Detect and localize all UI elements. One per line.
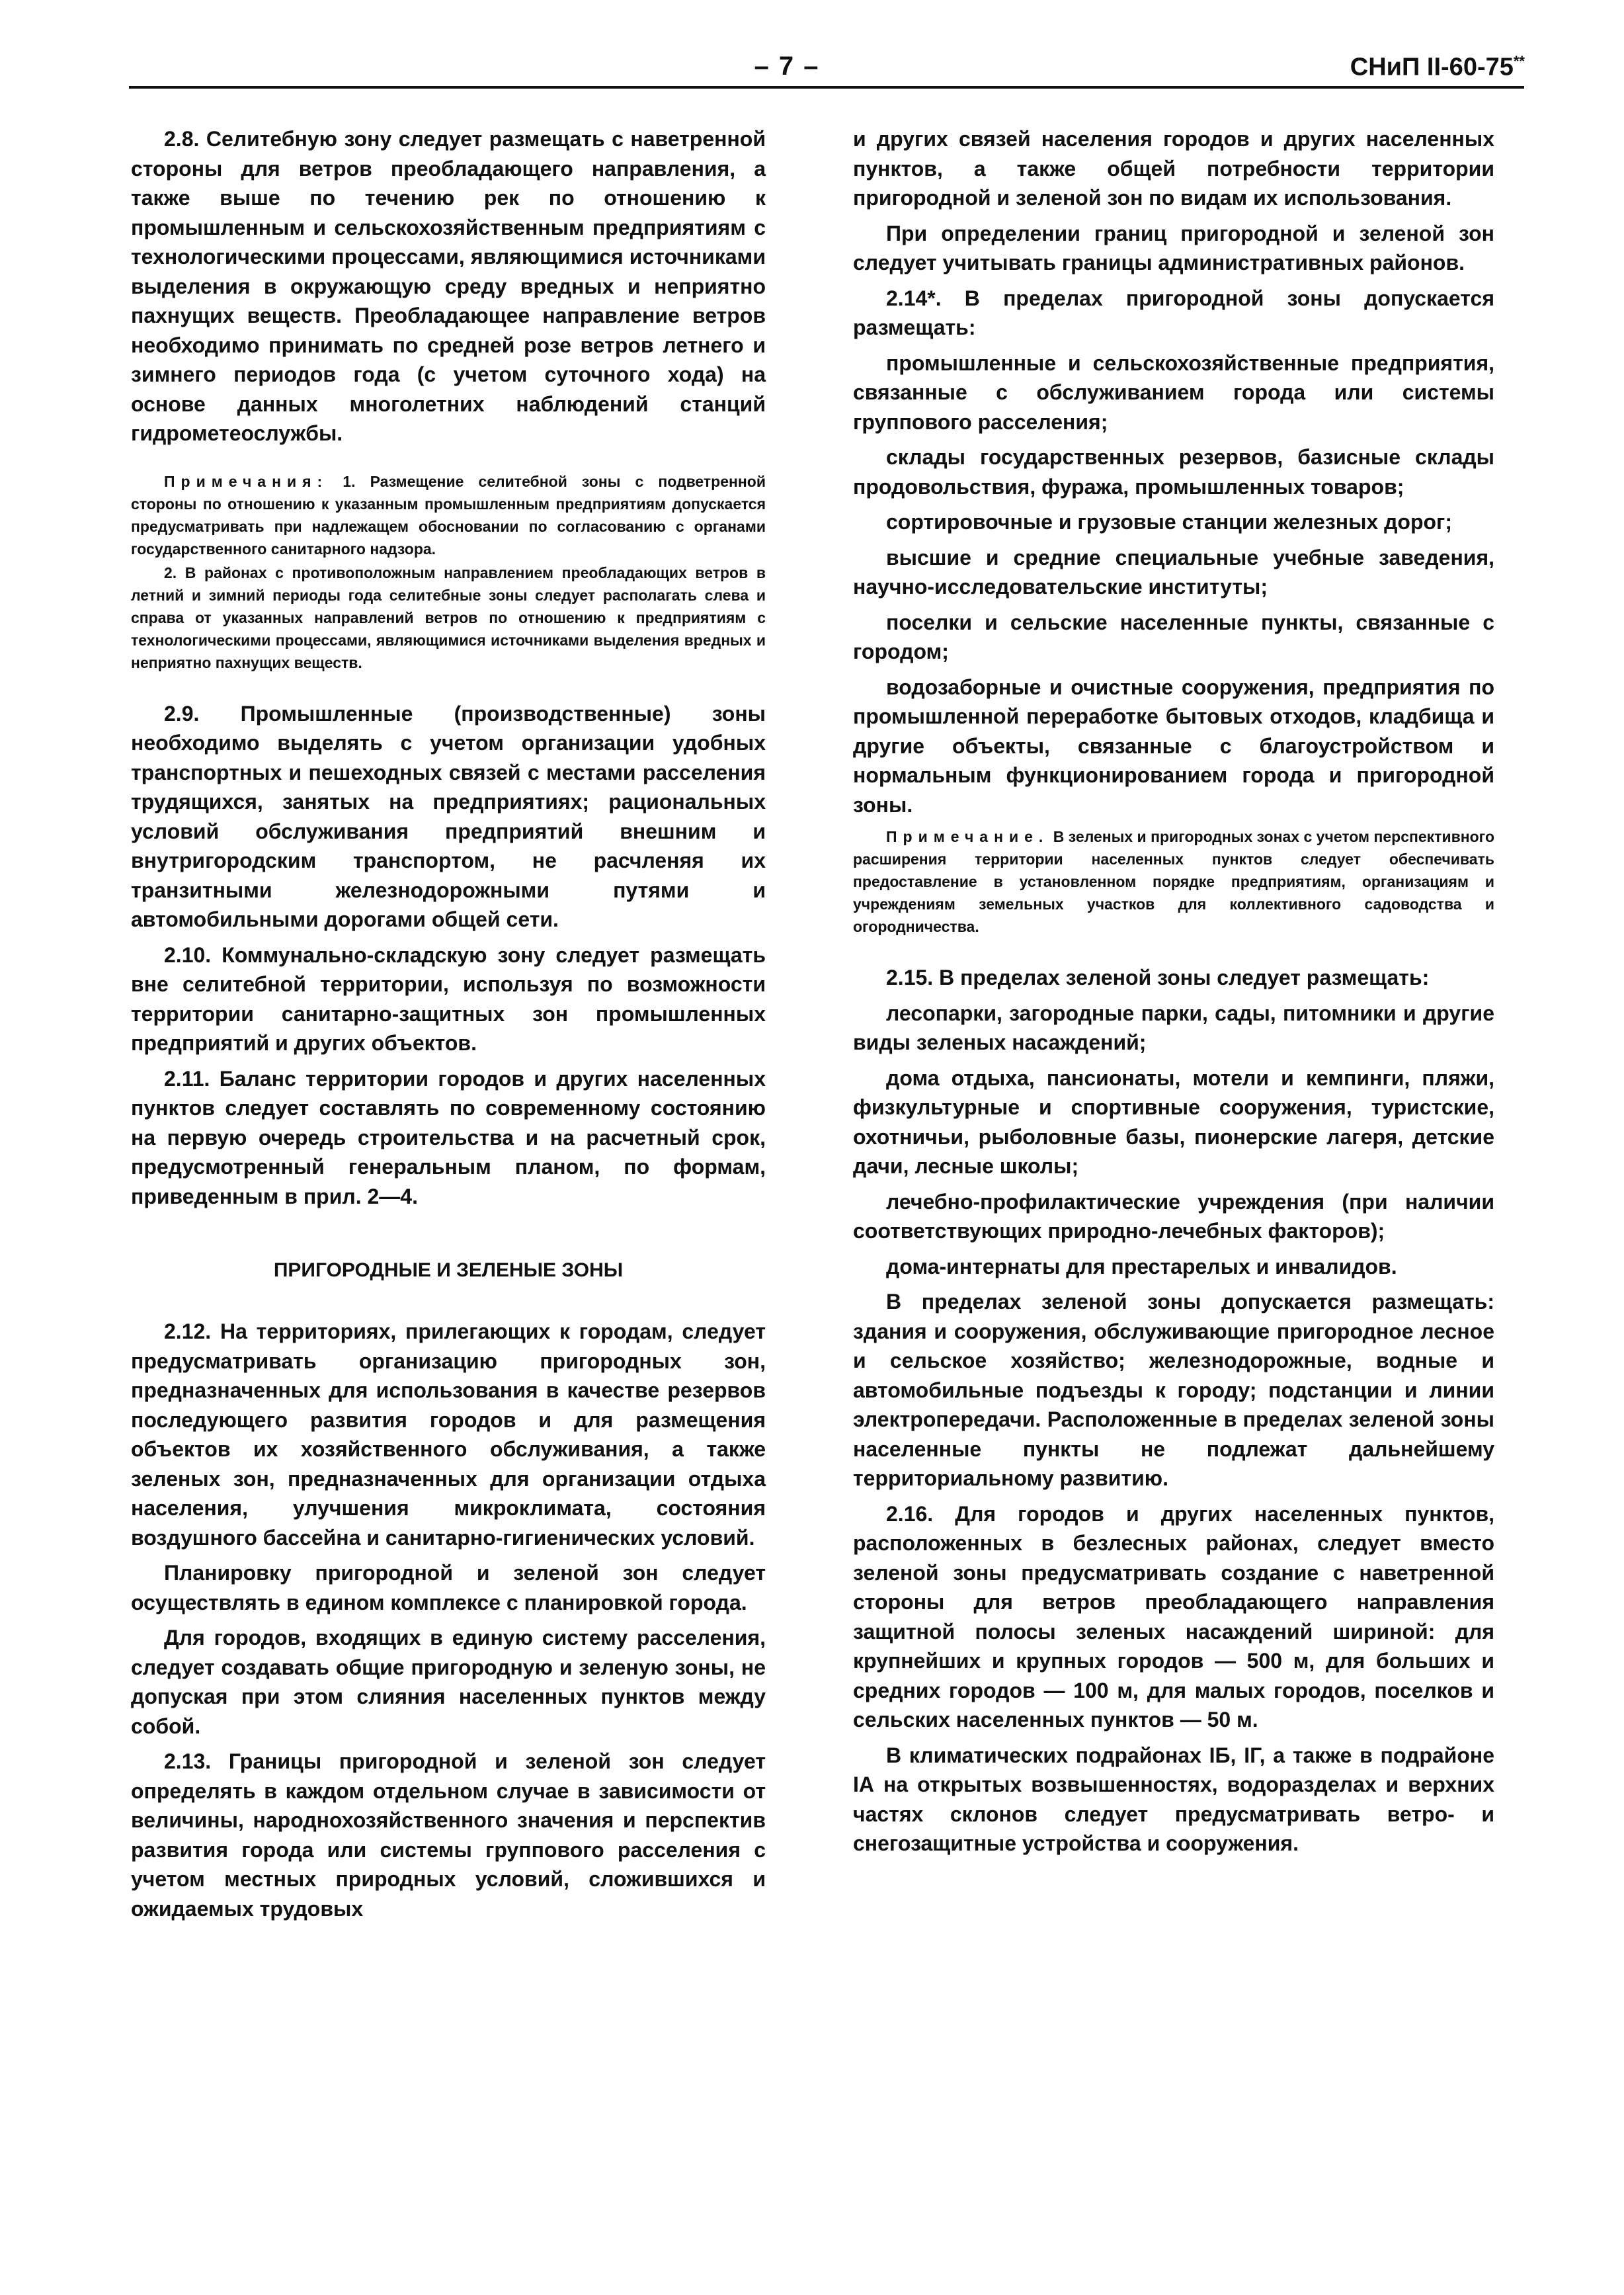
section-2-13 — [131, 1747, 766, 1923]
list-item: поселки и сельские населенные пункты, связанные с городом; — [853, 610, 1494, 663]
section-text: Баланс территории городов и других населенных пунктов следует составлять по современному состоянию на первую очередь строительства и на расчетный срок, предусмотренный генеральным планом, по формам, приведенным в прил. 2—4. — [131, 1066, 766, 1208]
note-1 — [131, 470, 766, 560]
document-code-suffix: ** — [1513, 53, 1525, 69]
section-text: На территориях, прилегающих к городам, следует предусматривать организацию пригородных зон, предназначенных для использования в качестве резервов последующего развития городов и для размещения объектов их хозяйственного обслуживания, а также зеленых зон, предназначенных для организации отдыха населения, улучшения микроклимата, состояния воздушного бассейна и санитарно-гигиенических условий. — [131, 1319, 766, 1550]
section-2-10 — [131, 940, 766, 1058]
section-number: 2.9. — [164, 701, 200, 726]
section-number: 2.14*. — [886, 286, 942, 310]
section-2-16 — [853, 1499, 1494, 1735]
list-item: лесопарки, загородные парки, сады, питомники и другие виды зеленых насаждений; — [853, 1001, 1494, 1054]
section-2-12 — [131, 1317, 766, 1552]
notes-label: Примечания: — [164, 472, 329, 490]
section-2-12-planning: Планировку пригородной и зеленой зон следует осуществлять в едином комплексе с планировкой города. — [131, 1561, 766, 1614]
document-code — [1350, 53, 1525, 82]
list-item: высшие и средние специальные учебные заведения, научно-исследовательские институты; — [853, 545, 1494, 599]
section-2-11 — [131, 1064, 766, 1212]
header-rule — [129, 86, 1524, 89]
page-number: – 7 – — [754, 52, 820, 81]
list-item: промышленные и сельскохозяйственные предприятия, связанные с обслуживанием города или системы группового расселения; — [853, 351, 1494, 434]
section-number: 2.10. — [164, 942, 212, 967]
note-2: 2. В районах с противоположным направлением преобладающих ветров в летний и зимний периоды года селитебные зоны следует располагать слева и справа от указанных направлений ветров по отношению к предприятиям с технологическими процессами, являющимися источниками выделения вредных и неприятно пахнущих веществ. — [131, 563, 766, 671]
section-text: Промышленные (производственные) зоны необходимо выделять с учетом организации удобных транспортных и пешеходных связей с местами расселения трудящихся, занятых на предприятиях; рациональных условий обслуживания предприятий внешним и внутригородским транспортом, не расчленяя их транзитными железнодорожными путями и автомобильными дорогами общей сети. — [131, 701, 766, 931]
list-item: лечебно-профилактические учреждения (при наличии соответствующих природно-лечебных факторов); — [853, 1189, 1494, 1243]
section-text: Коммунально-складскую зону следует размещать вне селитебной территории, используя по возможности территории санитарно-защитных зон промышленных предприятий и других объектов. — [131, 942, 766, 1055]
section-2-16-climate: В климатических подрайонах IБ, IГ, а также в подрайоне IА на открытых возвышенностях, водоразделах и верхних частях склонов следует предусматривать ветро- и снегозащитные устройства и сооружения. — [853, 1743, 1494, 1855]
section-text: Для городов и других населенных пунктов, расположенных в безлесных районах, следует вместо зеленой зоны предусматривать создание с наветренной стороны для ветров преобладающего направления защитной полосы зеленых насаждений шириной: для крупнейших и крупных городов — 500 м, для больших и средних городов — 100 м, для малых городов, поселков и сельских населенных пунктов — 50 м. — [853, 1501, 1494, 1732]
list-item: водозаборные и очистные сооружения, предприятия по промышленной переработке бытовых отходов, кладбища и другие объекты, связанные с благоустройством и нормальным функционированием города и пригородной зоны. — [853, 675, 1494, 817]
note — [853, 825, 1494, 938]
section-heading: ПРИГОРОДНЫЕ И ЗЕЛЕНЫЕ ЗОНЫ — [273, 1259, 624, 1281]
section-number: 2.12. — [164, 1319, 212, 1343]
section-2-15 — [853, 963, 1494, 993]
section-number: 2.16. — [886, 1501, 934, 1526]
left-column — [131, 124, 766, 1929]
section-text: В пределах пригородной зоны допускается размещать: — [853, 286, 1494, 339]
list-item: сортировочные и грузовые станции железных дорог; — [886, 510, 1453, 534]
section-2-15-allowed: В пределах зеленой зоны допускается размещать: здания и сооружения, обслуживающие пригородное лесное и сельское хозяйство; железнодорожные, водные и автомобильные подъезды к городу; подстанции и линии электропередачи. Расположенные в пределах зеленой зоны населенные пункты не подлежат дальнейшему территориальному развитию. — [853, 1290, 1494, 1490]
section-2-13-continued: и других связей населения городов и других населенных пунктов, а также общей потребности территории пригородной и зеленой зон по видам их использования. — [853, 127, 1494, 210]
section-number: 2.8. — [164, 127, 200, 151]
section-number: 2.13. — [164, 1749, 212, 1773]
section-2-14 — [853, 284, 1494, 343]
list-item: дома-интернаты для престарелых и инвалидов. — [886, 1254, 1397, 1278]
section-text: В пределах зеленой зоны следует размещать: — [933, 966, 1430, 989]
note-label: Примечание. — [886, 828, 1049, 845]
section-text: Границы пригородной и зеленой зон следует определять в каждом отдельном случае в зависимости от величины, народнохозяйственного значения и перспектив развития города или системы группового расселения с учетом местных природных условий, сложившихся и ожидаемых трудовых — [131, 1749, 766, 1921]
note-text: В зеленых и пригородных зонах с учетом перспективного расширения территории населенных пунктов следует обеспечивать предоставление в установленном порядке предприятиям, организациям и учреждениям земельных участков для коллективного садоводства и огородничества. — [853, 828, 1494, 935]
list-item: дома отдыха, пансионаты, мотели и кемпинги, пляжи, физкультурные и спортивные сооружения, туристские, охотничьи, рыболовные базы, пионерские лагеря, детские дачи, лесные школы; — [853, 1065, 1494, 1178]
right-column — [853, 124, 1494, 1864]
section-number: 2.15. — [886, 966, 934, 989]
document-code-text: СНиП II-60-75 — [1350, 53, 1514, 81]
section-2-13-borders: При определении границ пригородной и зеленой зон следует учитывать границы административных районов. — [853, 221, 1494, 274]
section-number: 2.11. — [164, 1066, 210, 1091]
section-2-8 — [131, 124, 766, 448]
section-text: Селитебную зону следует размещать с наветренной стороны для ветров преобладающего направления, а также выше по течению рек по отношению к промышленным и сельскохозяйственным предприятиям с технологическими процессами, являющимися источниками выделения в окружающую среду вредных и неприятно пахнущих веществ. Преобладающее направление ветров необходимо принимать по средней розе ветров летнего и зимнего периодов года (с учетом суточного хода) на основе данных многолетних наблюдений станций гидрометеослужбы. — [131, 127, 766, 445]
section-2-12-settlement: Для городов, входящих в единую систему расселения, следует создавать общие пригородную и зеленую зоны, не допуская при этом слияния населенных пунктов между собой. — [131, 1626, 766, 1738]
note-text: 1. Размещение селитебной зоны с подветренной стороны по отношению к указанным промышленным предприятиям допускается предусматривать при надлежащем обосновании по согласованию с органами государственного санитарного надзора. — [131, 472, 766, 558]
list-item: склады государственных резервов, базисные склады продовольствия, фуража, промышленных товаров; — [853, 445, 1494, 499]
section-2-9 — [131, 699, 766, 935]
